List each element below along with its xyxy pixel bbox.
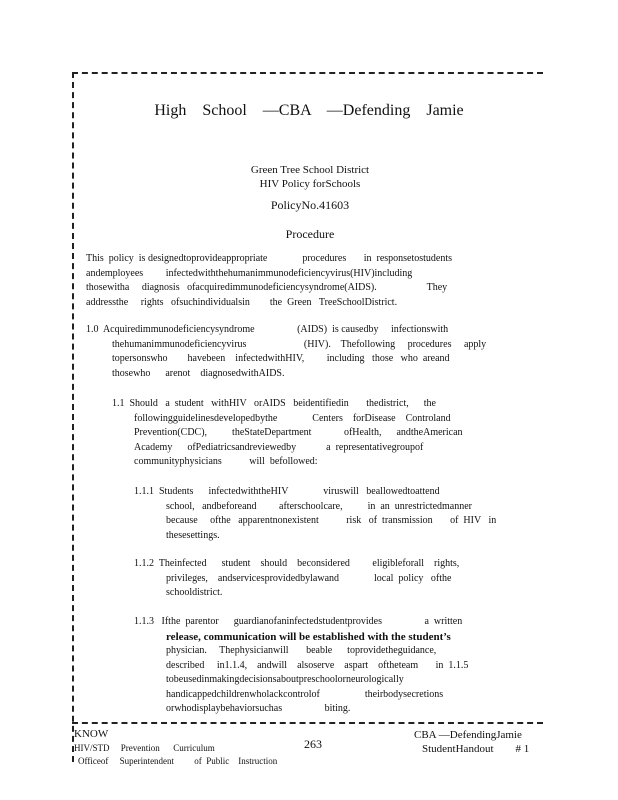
section-line: school, andbeforeand afterschoolcare, in an unrestrictedmanner <box>166 500 472 512</box>
section-line: 1.1.1 Students infectedwiththeHIV viruswill beallowedtoattend <box>134 486 440 497</box>
section-line: thesesettings. <box>166 529 220 541</box>
section-1-1-1 <box>134 485 554 543</box>
section-line: followingguidelinesdevelopedbythe Centers forDisease Controland <box>134 412 451 424</box>
section-line: orwhodisplaybehaviorsuchas biting. <box>166 703 351 714</box>
section-line: 1.1.2 Theinfected student should beconsidered eligibleforall rights, <box>134 558 460 569</box>
section-1-1 <box>112 397 552 470</box>
section-line: Prevention(CDC), theStateDepartment ofHealth, andtheAmerican <box>134 427 463 438</box>
page-number: 263 <box>304 737 322 751</box>
page-border-top <box>72 72 543 74</box>
section-line: thehumanimmunodeficiencyvirus (HIV). Thefollowing procedures apply <box>112 338 487 350</box>
footer-office: Officeof Superintendent of Public Instruction <box>78 756 278 766</box>
section-line: because ofthe apparentnonexistent risk of transmission of HIV in <box>166 515 497 526</box>
intro-paragraph <box>86 252 556 310</box>
intro-line: andemployees infectedwiththehumanimmunodeficiencyvirus(HIV)including <box>86 267 413 279</box>
footer-doc-title: CBA —DefendingJamie <box>414 729 522 741</box>
policy-name: HIV Policy forSchools <box>259 178 361 190</box>
section-heading: Procedure <box>285 227 335 241</box>
section-1-0 <box>86 323 556 381</box>
section-line: 1.1.3 Ifthe parentor guardianofaninfectedstudentprovides a written <box>134 616 463 627</box>
section-line: Academy ofPediatricsandreviewedby a representativegroupof <box>134 441 424 453</box>
district-name: Green Tree School District <box>250 164 370 176</box>
intro-line: thosewitha diagnosis ofacquiredimmunodeficiencysyndrome(AIDS). They <box>86 282 448 293</box>
footer-curriculum: HIV/STD Prevention Curriculum <box>74 743 215 753</box>
section-line-bold: release, communication will be established with the student’s <box>166 630 451 643</box>
footer-handout: StudentHandout # 1 <box>422 743 530 755</box>
intro-line: addressthe rights ofsuchindividualsin the Green TreeSchoolDistrict. <box>86 296 398 308</box>
section-line: described in1.1.4, andwill alsoserve aspart oftheteam in 1.1.5 <box>166 659 469 671</box>
page-border-bottom <box>72 722 543 724</box>
section-line: schooldistrict. <box>166 587 223 598</box>
section-line: communityphysicians will befollowed: <box>134 456 318 467</box>
section-line: 1.0 Acquiredimmunodeficiencysyndrome (AIDS) is causedby infectionswith <box>86 324 449 335</box>
section-line: 1.1 Should a student withHIV orAIDS beidentifiedin thedistrict, the <box>112 398 436 409</box>
section-line: topersonswho havebeen infectedwithHIV, including those who areand <box>112 353 450 364</box>
footer-know: KNOW <box>74 728 109 740</box>
section-1-1-3 <box>134 615 554 717</box>
section-line: physician. Thephysicianwill beable toprovidetheguidance, <box>166 645 437 656</box>
page-title: High School —CBA —Defending Jamie <box>154 102 464 119</box>
section-line: handicappedchildrenwholackcontrolof theirbodysecretions <box>166 688 444 700</box>
section-line: thosewho arenot diagnosedwithAIDS. <box>112 367 285 379</box>
section-line: tobeusedinmakingdecisionsaboutpreschoolorneurologically <box>166 674 404 685</box>
intro-line: This policy is designedtoprovideappropriate procedures in responsetostudents <box>86 253 453 264</box>
section-1-1-2 <box>134 557 554 601</box>
policy-number: PolicyNo.41603 <box>270 198 350 212</box>
section-line: privileges, andservicesprovidedbylawand local policy ofthe <box>166 572 452 584</box>
